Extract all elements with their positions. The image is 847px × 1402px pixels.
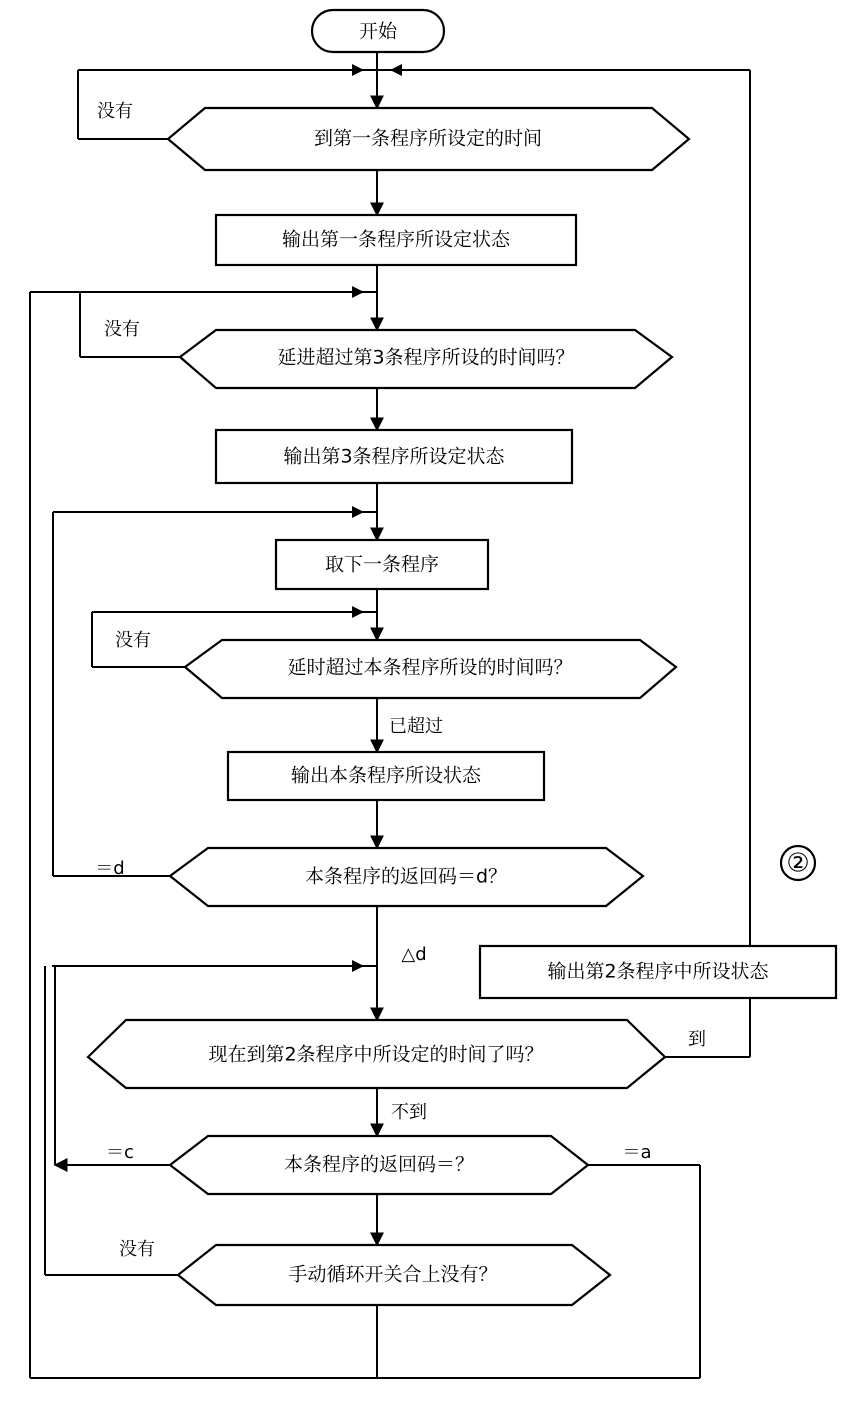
edge-label-dec4-d: ＝d [95,858,125,879]
edge-label-dec1-no: 没有 [97,101,133,122]
node-proc2-label: 输出第3条程序所设定状态 [283,445,505,468]
arrowhead-bar4 [352,606,364,618]
edge-label-dec6-a: ＝a [622,1142,652,1163]
node-proc4-label: 输出本条程序所设状态 [290,764,482,787]
arrowhead-bar5 [352,960,364,972]
edge-label-dec2-no: 没有 [104,319,140,340]
edge-label-dec7-no: 没有 [119,1239,155,1260]
edge-label-dec5-no: 不到 [391,1102,427,1123]
node-dec1-label: 到第一条程序所设定的时间 [313,127,543,150]
node-dec5-label: 现在到第2条程序中所设定的时间了吗？ [208,1043,544,1066]
edge-label-dec3-yes: 已超过 [389,716,443,737]
node-proc1-label: 输出第一条程序所设定状态 [281,228,511,251]
node-start-label: 开始 [358,20,398,43]
edge-label-dec6-c: ＝c [106,1142,134,1163]
node-dec2-label: 延进超过第3条程序所设的时间吗？ [277,346,575,369]
node-proc3-label: 取下一条程序 [324,553,440,576]
arrowhead-bar3 [352,506,364,518]
node-dec4-label: 本条程序的返回码＝d？ [304,865,508,888]
page-mark-label: ② [786,848,810,879]
node-proc5-label: 输出第2条程序中所设状态 [547,960,769,983]
node-dec6-label: 本条程序的返回码＝？ [283,1153,475,1176]
edge-label-dec4-notd: △d [401,944,427,965]
edge-label-dec3-no: 没有 [115,630,151,651]
arrowhead-bar2 [352,286,364,298]
arrowhead-bar-left [352,64,364,76]
arrowhead-bar-right [390,64,402,76]
node-dec3-label: 延时超过本条程序所设的时间吗？ [287,656,573,679]
node-dec7-label: 手动循环开关合上没有？ [288,1263,498,1286]
edge-label-dec5-yes: 到 [688,1029,706,1050]
